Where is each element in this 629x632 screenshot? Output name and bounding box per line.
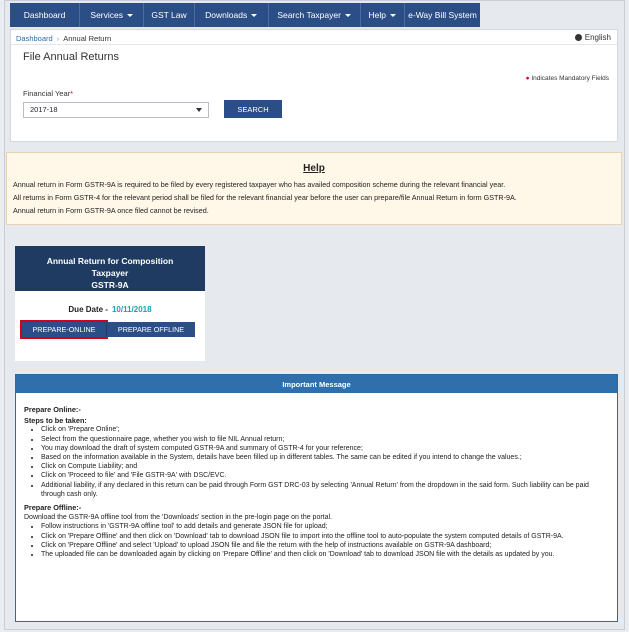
- list-item: • Click on 'Prepare Offline' and then click on 'Download' tab to download JSON file to import into the offline tool to auto-populate the system computed details of GSTR-9A.: [41, 532, 610, 541]
- list-item: • Based on the information available in the System, details have been filled up in different tables. The same can be edited if you intend to change the values.;: [41, 453, 610, 462]
- breadcrumb: [16, 34, 111, 43]
- nav-downloads[interactable]: [195, 3, 269, 27]
- due-date-label: Due Date -: [68, 305, 108, 314]
- nav-label: Search Taxpayer: [277, 10, 341, 20]
- globe-icon: [575, 34, 582, 41]
- breadcrumb-separator: ›: [56, 34, 60, 43]
- list-item: • Click on 'Prepare Offline' and select 'Upload' to upload JSON file and file the return with the help of instructions available on GSTR-9A dashboard;: [41, 541, 610, 550]
- chevron-down-icon: [127, 14, 133, 17]
- help-panel: [6, 152, 622, 225]
- nav-dashboard[interactable]: [10, 3, 80, 27]
- nav-gst-law[interactable]: [144, 3, 194, 27]
- mandatory-note-text: Indicates Mandatory Fields: [531, 75, 609, 82]
- list-item: • Follow instructions in 'GSTR-9A offline tool' to add details and generate JSON file for upload;: [41, 522, 610, 531]
- nav-search-taxpayer[interactable]: [269, 3, 361, 27]
- tile-actions: [22, 322, 195, 337]
- file-annual-returns-card: [10, 29, 618, 142]
- online-steps-list: [24, 425, 610, 499]
- important-message-panel: [15, 374, 618, 622]
- nav-help[interactable]: [361, 3, 405, 27]
- help-line: All returns in Form GSTR-4 for the relevant period shall be filed for the relevant financial year before the user can prepare/file Annual Return in form GSTR-9A.: [13, 193, 517, 202]
- nav-label: e-Way Bill System: [408, 10, 477, 20]
- chevron-down-icon: [390, 14, 396, 17]
- tile-form-name: GSTR-9A: [91, 280, 129, 290]
- language-selector[interactable]: [575, 33, 611, 42]
- tile-title-line2: Taxpayer: [91, 268, 129, 278]
- nav-services[interactable]: [80, 3, 144, 27]
- financial-year-label: [23, 89, 73, 98]
- chevron-down-icon: [345, 14, 351, 17]
- breadcrumb-dashboard[interactable]: Dashboard: [16, 34, 53, 43]
- chevron-down-icon: [196, 108, 202, 112]
- prepare-offline-title: Prepare Offline:-: [24, 503, 82, 513]
- nav-eway-bill[interactable]: [405, 3, 480, 27]
- language-label: English: [584, 33, 611, 42]
- steps-title: Steps to be taken:: [24, 416, 87, 426]
- important-message-header: Important Message: [16, 375, 617, 393]
- nav-label: GST Law: [151, 10, 187, 20]
- prepare-online-title: Prepare Online:-: [24, 405, 81, 414]
- financial-year-label-text: Financial Year: [23, 89, 71, 98]
- list-item: • Click on 'Prepare Online';: [41, 425, 610, 434]
- prepare-offline-button[interactable]: PREPARE OFFLINE: [106, 322, 195, 337]
- financial-year-select[interactable]: [23, 102, 209, 118]
- help-line: Annual return in Form GSTR-9A is required to be filed by every registered taxpayer who has availed composition scheme during the relevant financial year.: [13, 180, 506, 189]
- nav-label: Downloads: [205, 10, 248, 20]
- help-line: Annual return in Form GSTR-9A once filed cannot be revised.: [13, 206, 209, 215]
- prepare-online-button[interactable]: PREPARE-ONLINE: [22, 322, 106, 337]
- due-date: [15, 305, 205, 314]
- required-star-icon: *: [70, 89, 74, 98]
- divider: [11, 44, 617, 45]
- required-star-icon: ●: [525, 75, 530, 82]
- list-item: • Additional liability, if any declared in this return can be paid through Form GST DRC-03 by selecting 'Annual Return' from the dropdown in the said form. Such liability can be paid through cash only.: [41, 481, 610, 499]
- main-navbar: [10, 3, 480, 27]
- tile-title-line1: Annual Return for Composition: [46, 256, 174, 266]
- nav-label: Services: [90, 10, 123, 20]
- breadcrumb-current: Annual Return: [63, 34, 112, 43]
- list-item: • Click on 'Proceed to file' and 'File GSTR-9A' with DSC/EVC.: [41, 471, 610, 480]
- gstr9a-tile: [15, 246, 205, 361]
- chevron-down-icon: [251, 14, 257, 17]
- due-date-value: 10/11/2018: [111, 305, 152, 314]
- help-title: Help: [303, 163, 325, 174]
- financial-year-value: 2017-18: [30, 105, 58, 114]
- list-item: • Click on Compute Liability; and: [41, 462, 610, 471]
- tile-header: [15, 246, 205, 291]
- mandatory-note: [526, 75, 609, 82]
- offline-steps-list: [24, 522, 610, 559]
- list-item: • Select from the questionnaire page, whether you wish to file NIL Annual return;: [41, 435, 610, 444]
- list-item: • You may download the draft of system computed GSTR-9A and summary of GSTR-4 for your reference;: [41, 444, 610, 453]
- nav-label: Help: [368, 10, 386, 20]
- offline-intro: Download the GSTR-9A offline tool from the 'Downloads' section in the pre-login page on the portal.: [24, 514, 332, 522]
- page-title: File Annual Returns: [23, 51, 119, 63]
- important-message-body: [24, 405, 610, 559]
- nav-label: Dashboard: [23, 10, 66, 20]
- list-item: • The uploaded file can be downloaded again by clicking on 'Prepare Offline' and then click on 'Download' tab to download JSON file with the details as updated by you.: [41, 550, 610, 559]
- search-button[interactable]: SEARCH: [224, 100, 282, 118]
